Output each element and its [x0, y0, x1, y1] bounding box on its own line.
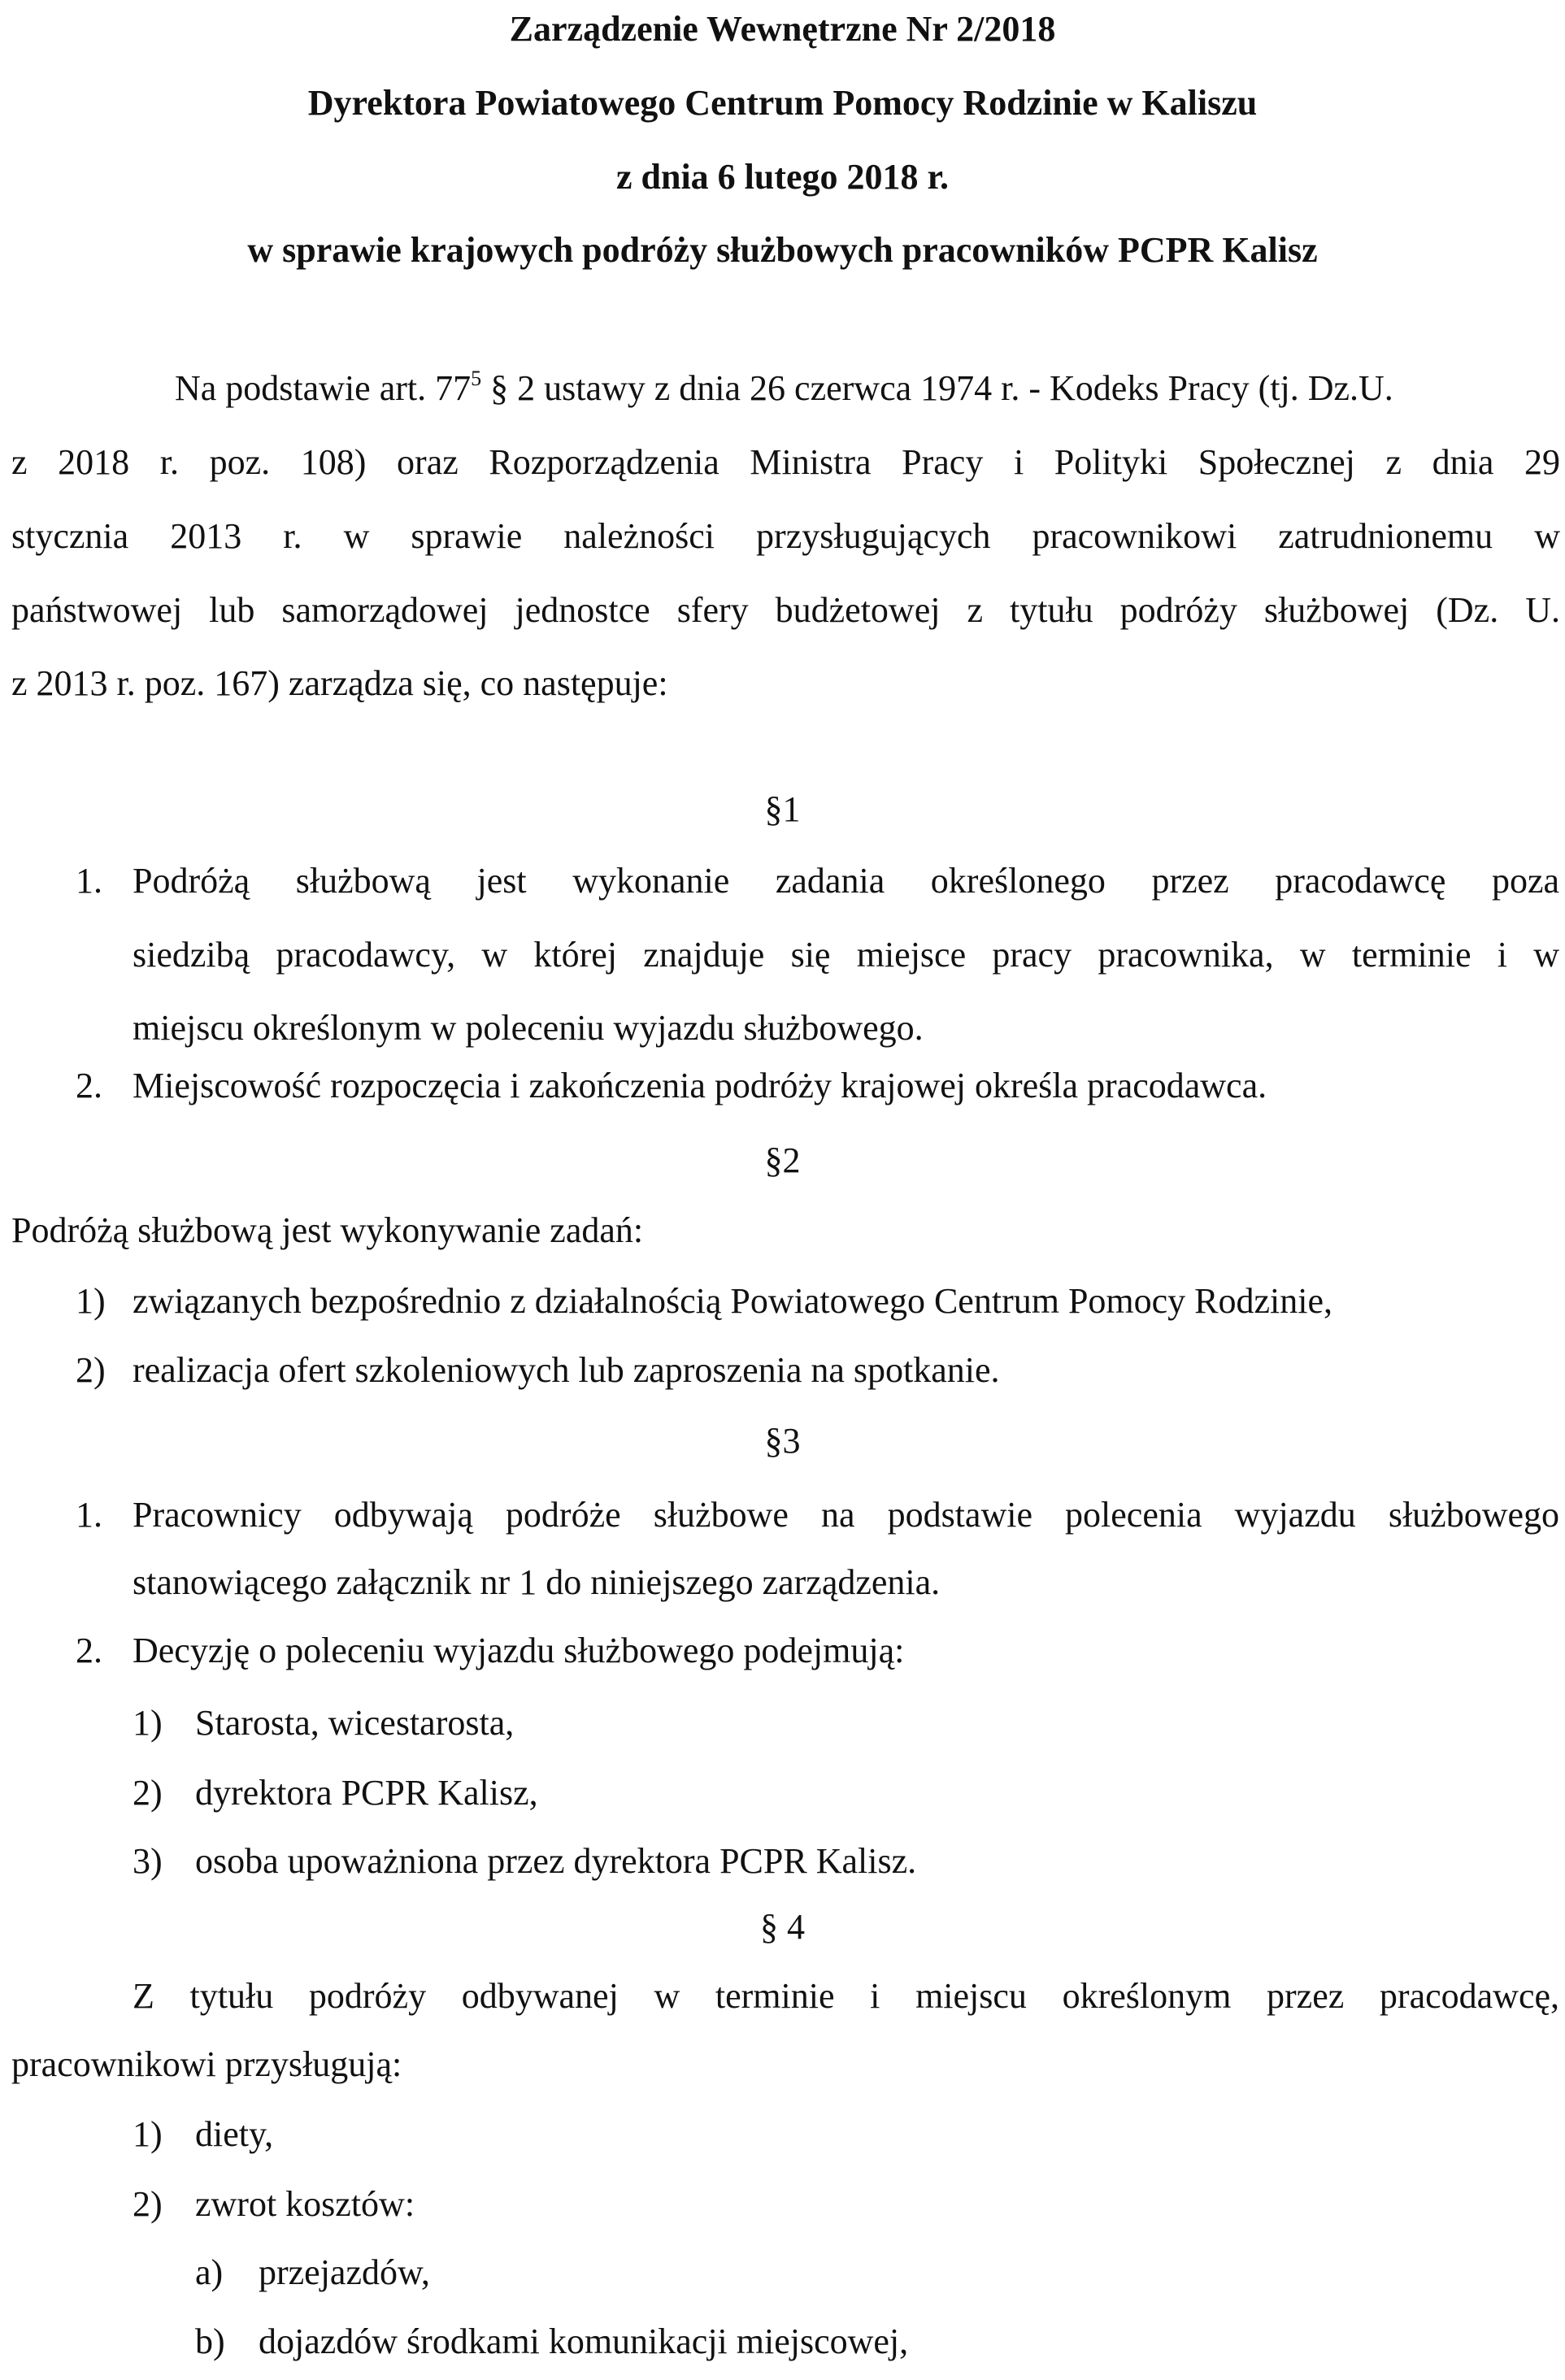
item-number: 1): [133, 2114, 163, 2154]
item-number: 1): [133, 1703, 163, 1743]
s1-point1-line-3: miejscu określonym w poleceniu wyjazdu służbowego.: [133, 1008, 924, 1048]
s3-point1-line-1: Pracownicy odbywają podróże służbowe na podstawie polecenia wyjazdu służbowego: [133, 1495, 1559, 1535]
s3-item-3: osoba upoważniona przez dyrektora PCPR Kalisz.: [195, 1841, 917, 1881]
point-number: 2.: [76, 1066, 102, 1105]
section-heading-2: §2: [764, 1140, 801, 1180]
superscript: 5: [471, 367, 482, 390]
s2-intro: Podróżą służbową jest wykonywanie zadań:: [11, 1210, 644, 1250]
s3-item-1: Starosta, wicestarosta,: [195, 1703, 515, 1743]
s1-point1-line-1: Podróżą służbową jest wykonanie zadania określonego przez pracodawcę poza: [133, 861, 1559, 901]
s1-point2-line-1: Miejscowość rozpoczęcia i zakończenia podróży krajowej określa pracodawca.: [133, 1066, 1267, 1105]
section-heading-3: §3: [764, 1421, 801, 1461]
subitem-letter: a): [195, 2252, 224, 2292]
s3-item-2: dyrektora PCPR Kalisz,: [195, 1773, 538, 1813]
point-number: 1.: [76, 861, 102, 901]
section-heading-1: §1: [764, 789, 801, 829]
s4-line-1: Z tytułu podróży odbywanej w terminie i miejscu określonym przez pracodawcę,: [133, 1976, 1559, 2016]
preamble-line-2: z 2018 r. poz. 108) oraz Rozporządzenia Ministra Pracy i Polityki Społecznej z dnia 29: [11, 442, 1560, 482]
point-number: 1.: [76, 1495, 102, 1535]
s3-point1-line-2: stanowiącego załącznik nr 1 do niniejszego zarządzenia.: [133, 1562, 941, 1602]
point-number: 2.: [76, 1631, 102, 1670]
subitem-letter: b): [195, 2321, 225, 2361]
s4-subitem-b: dojazdów środkami komunikacji miejscowej,: [259, 2321, 909, 2361]
document-subject: w sprawie krajowych podróży służbowych pracowników PCPR Kalisz: [247, 230, 1318, 270]
document-title: Zarządzenie Wewnętrzne Nr 2/2018: [509, 9, 1056, 49]
s2-item-1: związanych bezpośrednio z działalnością Powiatowego Centrum Pomocy Rodzinie,: [133, 1281, 1333, 1321]
s4-subitem-a: przejazdów,: [259, 2252, 430, 2292]
s4-item-2: zwrot kosztów:: [195, 2184, 415, 2224]
preamble-line-4: państwowej lub samorządowej jednostce sfery budżetowej z tytułu podróży służbowej (Dz. U.: [11, 590, 1560, 630]
item-number: 2): [133, 1773, 163, 1813]
item-number: 3): [133, 1841, 163, 1881]
s4-line-2: pracownikowi przysługują:: [11, 2044, 402, 2084]
preamble-line-1: Na podstawie art. $77^5$ § 2 ustawy z dnia 26 czerwca 1974 r. - Kodeks Pracy (tj. Dz.U.: [175, 367, 1393, 408]
item-number: 2): [133, 2184, 163, 2224]
document-issuer: Dyrektora Powiatowego Centrum Pomocy Rodzinie w Kaliszu: [307, 83, 1258, 123]
item-number: 1): [76, 1281, 106, 1321]
preamble-line-3: stycznia 2013 r. w sprawie należności przysługujących pracownikowi zatrudnionemu w: [11, 516, 1560, 556]
section-heading-4: § 4: [760, 1907, 805, 1947]
preamble-line-5: z 2013 r. poz. 167) zarządza się, co następuje:: [11, 663, 668, 703]
item-number: 2): [76, 1350, 106, 1390]
document-date: z dnia 6 lutego 2018 r.: [615, 157, 950, 197]
s4-item-1: diety,: [195, 2114, 274, 2154]
s1-point1-line-2: siedzibą pracodawcy, w której znajduje się miejsce pracy pracownika, w terminie i w: [133, 935, 1559, 975]
s2-item-2: realizacja ofert szkoleniowych lub zaproszenia na spotkanie.: [133, 1350, 1000, 1390]
s3-point2-line-1: Decyzję o poleceniu wyjazdu służbowego podejmują:: [133, 1631, 905, 1670]
